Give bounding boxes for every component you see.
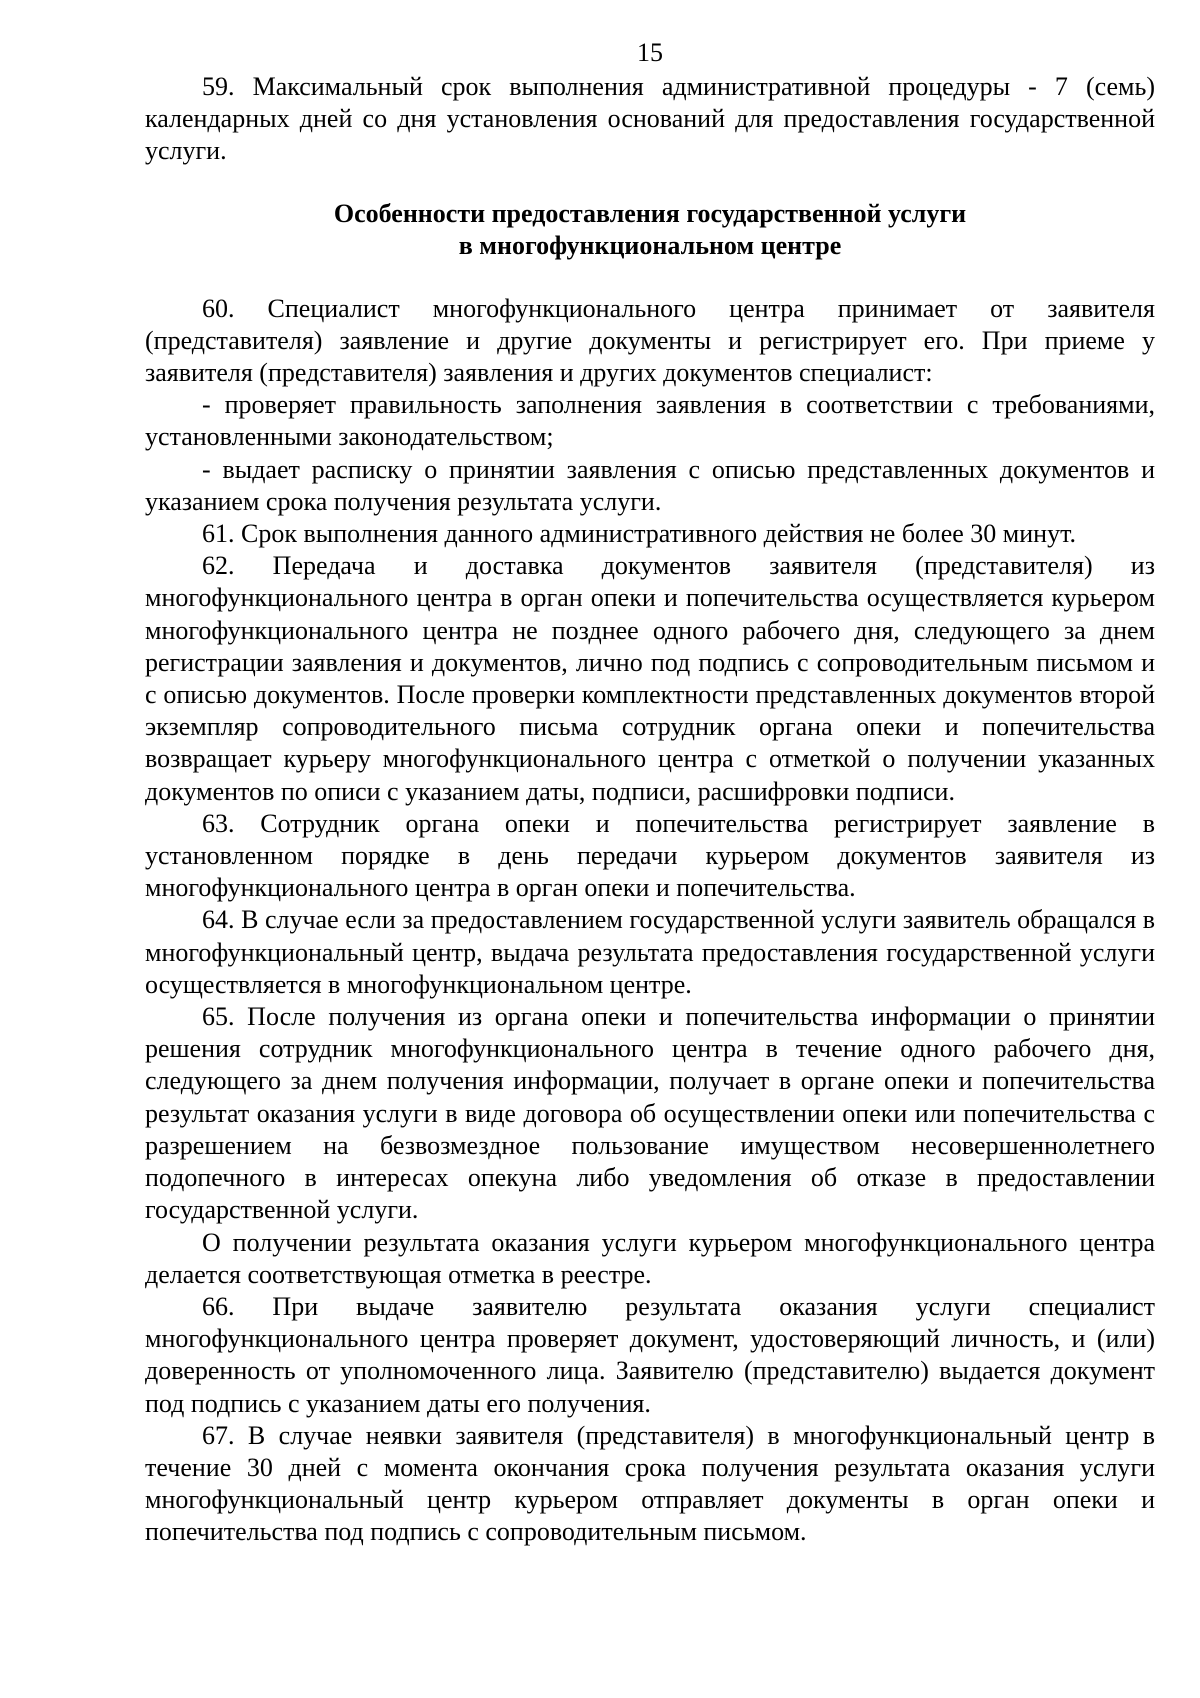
paragraph-65: 65. После получения из органа опеки и попечительства информации о принятии решения сотрудник многофункционального центра в течение одного рабочего дня, следующего за днем получения информации, получает в органе опеки и попечительства результат оказания услуги в виде договора об осуществлении опеки или попечительства с разрешением на безвозмездное пользование имуществом несовершеннолетнего подопечного в интересах опекуна либо уведомления об отказе в предоставлении государственной услуги.: [145, 1002, 1155, 1225]
bullet-item-check-application: - проверяет правильность заполнения заявления в соответствии с требованиями, установленными законодательством;: [145, 390, 1155, 452]
paragraph-63: 63. Сотрудник органа опеки и попечительства регистрирует заявление в установленном порядке в день передачи курьером документов заявителя из многофункционального центра в орган опеки и попечительства.: [145, 808, 1155, 903]
paragraph-65-note: О получении результата оказания услуги курьером многофункционального центра делается соответствующая отметка в реестре.: [145, 1227, 1155, 1289]
section-heading-line-2: в многофункциональном центре: [458, 231, 842, 261]
paragraph-64: 64. В случае если за предоставлением государственной услуги заявитель обращался в многофункциональный центр, выдача результата предоставления государственной услуги осуществляется в многофункциональном центре.: [145, 905, 1155, 999]
paragraph-61: 61. Срок выполнения данного административного действия не более 30 минут.: [202, 519, 1076, 549]
paragraph-66: 66. При выдаче заявителю результата оказания услуги специалист многофункционального центра проверяет документ, удостоверяющий личность, и (или) доверенность от уполномоченного лица. Заявителю (представителю) выдается документ под подпись с указанием даты его получения.: [145, 1291, 1155, 1418]
paragraph-62: 62. Передача и доставка документов заявителя (представителя) из многофункционального центра в орган опеки и попечительства осуществляется курьером многофункционального центра не позднее одного рабочего дня, следующего за днем регистрации заявления и документов, лично под подпись с сопроводительным письмом и с описью документов. После проверки комплектности представленных документов второй экземпляр сопроводительного письма сотрудник органа опеки и попечительства возвращает курьеру многофункционального центра с отметкой о получении указанных документов по описи с указанием даты, подписи, расшифровки подписи.: [145, 551, 1155, 806]
bullet-item-issue-receipt: - выдает расписку о принятии заявления с описью представленных документов и указанием срока получения результата услуги.: [145, 454, 1155, 516]
page-number: 15: [637, 38, 663, 67]
document-page: [145, 34, 1155, 1549]
paragraph-60: 60. Специалист многофункционального центра принимает от заявителя (представителя) заявление и другие документы и регистрирует его. При приеме у заявителя (представителя) заявления и других документов специалист:: [145, 293, 1155, 388]
section-heading: [145, 198, 1155, 263]
paragraph-67: 67. В случае неявки заявителя (представителя) в многофункциональный центр в течение 30 дней с момента окончания срока получения результата оказания услуги многофункциональный центр курьером отправляет документы в орган опеки и попечительства под подпись с сопроводительным письмом.: [145, 1420, 1155, 1547]
section-heading-line-1: Особенности предоставления государственной услуги: [333, 198, 967, 228]
paragraph-59: 59. Максимальный срок выполнения административной процедуры - 7 (семь) календарных дней со дня установления оснований для предоставления государственной услуги.: [145, 72, 1155, 166]
